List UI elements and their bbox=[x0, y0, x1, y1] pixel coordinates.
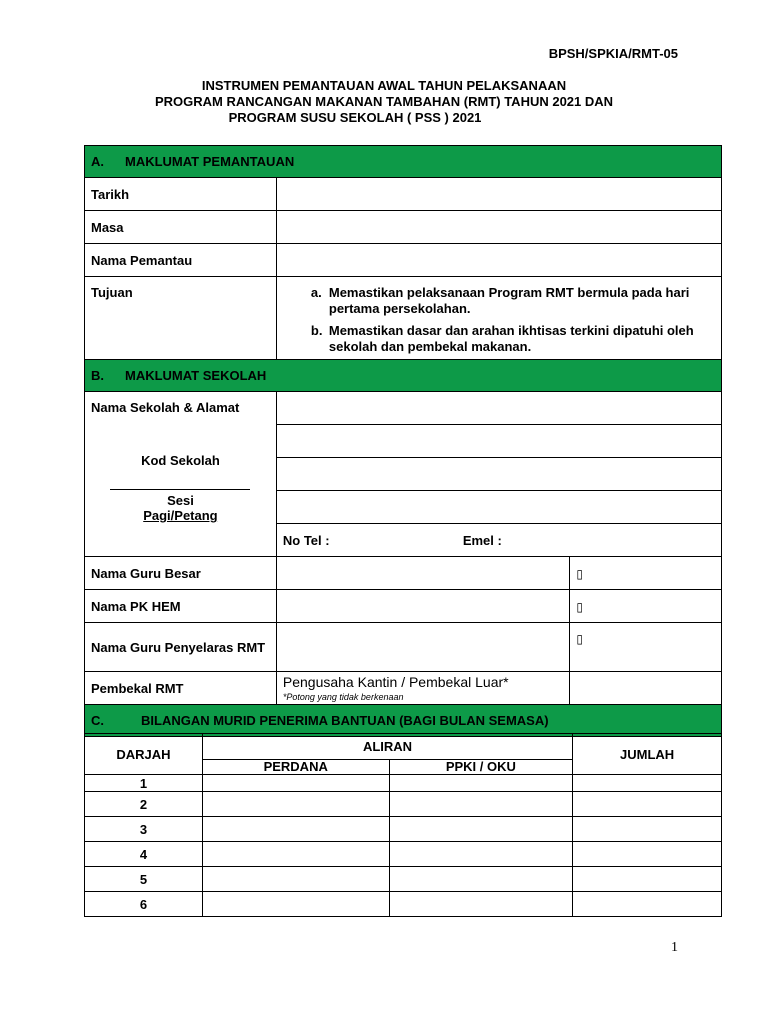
pk-hem-field[interactable] bbox=[276, 590, 569, 623]
jumlah-6[interactable] bbox=[573, 892, 722, 917]
section-b-letter: B. bbox=[91, 368, 104, 383]
pembekal-extra[interactable] bbox=[570, 672, 722, 705]
document-code: BPSH/SPKIA/RMT-05 bbox=[548, 46, 678, 61]
darjah-5: 5 bbox=[85, 867, 203, 892]
section-c-header bbox=[85, 705, 722, 737]
section-a-letter: A. bbox=[91, 154, 104, 169]
darjah-1: 1 bbox=[85, 775, 203, 792]
pembekal-label: Pembekal RMT bbox=[85, 672, 277, 705]
nama-sekolah-label: Nama Sekolah & Alamat bbox=[91, 400, 240, 415]
guru-penyelaras-label: Nama Guru Penyelaras RMT bbox=[85, 623, 277, 672]
perdana-5[interactable] bbox=[202, 867, 389, 892]
row-nama-sekolah-1 bbox=[85, 392, 722, 425]
tujuan-item-b: b. Memastikan dasar dan arahan ikhtisas terkini dipatuhi oleh sekolah dan pembekal makanan. bbox=[310, 323, 694, 354]
section-c-heading: BILANGAN MURID PENERIMA BANTUAN (BAGI BULAN SEMASA) bbox=[141, 713, 549, 728]
sesi-label: Sesi bbox=[167, 493, 194, 508]
tujuan-item-a: a. Memastikan pelaksanaan Program RMT bermula pada hari pertama persekolahan. bbox=[310, 285, 690, 316]
row-tarikh bbox=[85, 178, 722, 211]
divider-line bbox=[110, 489, 250, 490]
table-row bbox=[85, 842, 722, 867]
kod-sekolah-label: Kod Sekolah bbox=[141, 453, 220, 468]
jumlah-1[interactable] bbox=[573, 775, 722, 792]
guru-penyelaras-field[interactable] bbox=[276, 623, 569, 672]
tujuan-label: Tujuan bbox=[85, 277, 277, 360]
section-a-heading: MAKLUMAT PEMANTAUAN bbox=[125, 154, 295, 169]
jumlah-4[interactable] bbox=[573, 842, 722, 867]
page-number: 1 bbox=[671, 940, 678, 955]
ppki-2[interactable] bbox=[389, 792, 573, 817]
tarikh-label: Tarikh bbox=[85, 178, 277, 211]
perdana-3[interactable] bbox=[202, 817, 389, 842]
phone-icon: ▯ bbox=[576, 566, 583, 581]
row-pk-hem bbox=[85, 590, 722, 623]
guru-besar-label: Nama Guru Besar bbox=[85, 557, 277, 590]
title-line-3: PROGRAM SUSU SEKOLAH ( PSS ) 2021 bbox=[228, 110, 482, 125]
row-guru-penyelaras bbox=[85, 623, 722, 672]
pembekal-note: *Potong yang tidak berkenaan bbox=[282, 692, 404, 702]
col-ppki-header: PPKI / OKU bbox=[389, 759, 573, 774]
kod-sekolah-field[interactable] bbox=[276, 458, 721, 491]
row-nama-pemantau bbox=[85, 244, 722, 277]
emel-label: Emel : bbox=[462, 532, 502, 548]
nama-sekolah-cell bbox=[85, 392, 277, 557]
pagi-petang-label: Pagi/Petang bbox=[143, 508, 218, 523]
jumlah-2[interactable] bbox=[573, 792, 722, 817]
tujuan-content bbox=[276, 277, 721, 360]
jumlah-3[interactable] bbox=[573, 817, 722, 842]
title-line-1: INSTRUMEN PEMANTAUAN AWAL TAHUN PELAKSANAAN bbox=[201, 78, 567, 93]
ppki-5[interactable] bbox=[389, 867, 573, 892]
ppki-4[interactable] bbox=[389, 842, 573, 867]
section-b-heading: MAKLUMAT SEKOLAH bbox=[125, 368, 267, 383]
col-aliran-header: ALIRAN bbox=[202, 734, 572, 760]
nama-sekolah-field-2[interactable] bbox=[276, 425, 721, 458]
col-perdana-header: PERDANA bbox=[202, 759, 389, 774]
table-row bbox=[85, 792, 722, 817]
col-darjah-header: DARJAH bbox=[85, 734, 203, 775]
tarikh-field[interactable] bbox=[276, 178, 721, 211]
form-table-c bbox=[84, 733, 722, 917]
contact-field[interactable] bbox=[276, 524, 721, 557]
darjah-3: 3 bbox=[85, 817, 203, 842]
ppki-1[interactable] bbox=[389, 775, 573, 792]
row-pembekal bbox=[85, 672, 722, 705]
darjah-2: 2 bbox=[85, 792, 203, 817]
darjah-6: 6 bbox=[85, 892, 203, 917]
pk-hem-label: Nama PK HEM bbox=[85, 590, 277, 623]
perdana-1[interactable] bbox=[202, 775, 389, 792]
document-title bbox=[0, 78, 768, 126]
row-guru-besar bbox=[85, 557, 722, 590]
masa-field[interactable] bbox=[276, 211, 721, 244]
phone-icon: ▯ bbox=[576, 599, 583, 614]
section-a-header bbox=[85, 146, 722, 178]
nama-pemantau-field[interactable] bbox=[276, 244, 721, 277]
title-line-2: PROGRAM RANCANGAN MAKANAN TAMBAHAN (RMT) TAHUN 2021 DAN bbox=[154, 94, 614, 109]
row-tujuan bbox=[85, 277, 722, 360]
perdana-6[interactable] bbox=[202, 892, 389, 917]
section-c-letter: C. bbox=[91, 713, 104, 728]
table-row bbox=[85, 775, 722, 792]
sesi-field[interactable] bbox=[276, 491, 721, 524]
guru-besar-phone[interactable] bbox=[570, 557, 722, 590]
ppki-3[interactable] bbox=[389, 817, 573, 842]
phone-icon: ▯ bbox=[576, 632, 583, 646]
guru-penyelaras-phone[interactable] bbox=[570, 623, 722, 672]
table-row bbox=[85, 817, 722, 842]
masa-label: Masa bbox=[85, 211, 277, 244]
nama-sekolah-field-1[interactable] bbox=[276, 392, 721, 425]
table-row bbox=[85, 867, 722, 892]
col-jumlah-header: JUMLAH bbox=[573, 734, 722, 775]
section-b-header bbox=[85, 360, 722, 392]
pk-hem-phone[interactable] bbox=[570, 590, 722, 623]
row-masa bbox=[85, 211, 722, 244]
ppki-6[interactable] bbox=[389, 892, 573, 917]
no-tel-label: No Tel : bbox=[282, 532, 330, 548]
perdana-2[interactable] bbox=[202, 792, 389, 817]
pembekal-field[interactable] bbox=[276, 672, 569, 705]
form-table-ab bbox=[84, 145, 722, 737]
jumlah-5[interactable] bbox=[573, 867, 722, 892]
guru-besar-field[interactable] bbox=[276, 557, 569, 590]
table-row bbox=[85, 892, 722, 917]
perdana-4[interactable] bbox=[202, 842, 389, 867]
nama-pemantau-label: Nama Pemantau bbox=[85, 244, 277, 277]
pembekal-value: Pengusaha Kantin / Pembekal Luar* bbox=[282, 674, 509, 690]
darjah-4: 4 bbox=[85, 842, 203, 867]
